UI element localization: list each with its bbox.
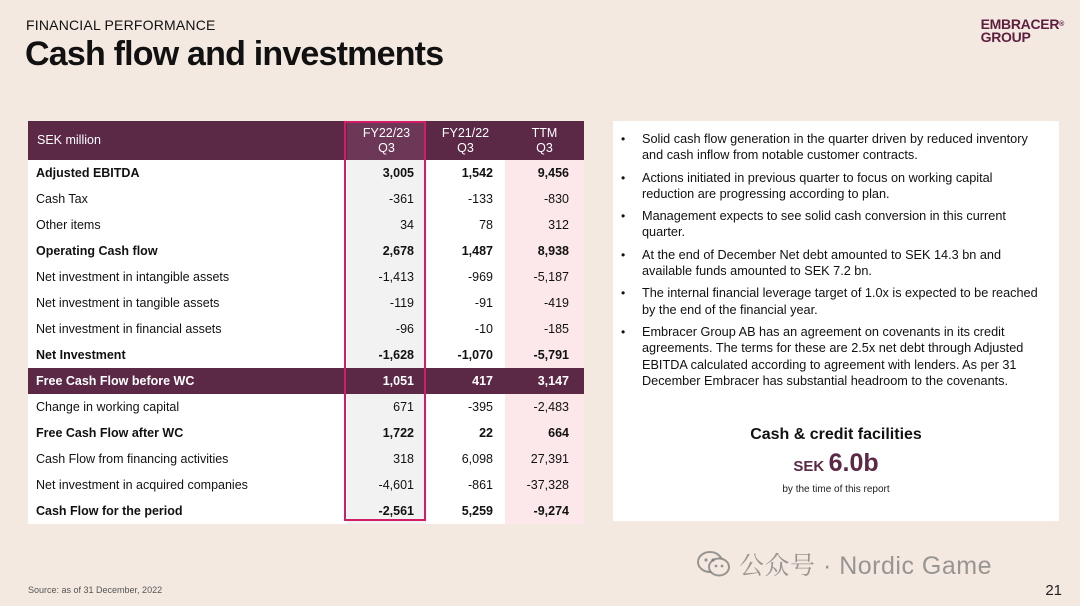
table-row	[28, 368, 584, 394]
commentary-bullet	[621, 170, 1046, 203]
bullet-text: At the end of December Net debt amounted to SEK 14.3 bn and available funds amounted to SEK 7.2 bn.	[642, 247, 1002, 279]
row-value: 1,051	[347, 368, 426, 394]
page-number: 21	[1045, 582, 1062, 599]
row-label: Change in working capital	[28, 394, 347, 420]
row-value: -119	[347, 290, 426, 316]
row-label: Net investment in acquired companies	[28, 472, 347, 498]
row-value: 2,678	[347, 238, 426, 264]
row-value: -361	[347, 186, 426, 212]
commentary-bullet	[621, 247, 1046, 280]
bullet-text: Solid cash flow generation in the quarter driven by reduced inventory and cash inflow from notable customer contracts.	[642, 132, 1028, 163]
bullet-dot-icon: •	[621, 132, 626, 146]
bullet-text: The internal financial leverage target of 1.0x is expected to be reached by the end of the financial year.	[642, 286, 1038, 317]
facilities-note: by the time of this report	[782, 484, 890, 495]
column-header-line1: FY22/23	[362, 125, 411, 140]
row-value: -1,413	[347, 264, 426, 290]
table-row	[28, 212, 584, 238]
row-label: Free Cash Flow after WC	[28, 420, 347, 446]
row-label: Net investment in financial assets	[28, 316, 347, 342]
row-value: -4,601	[347, 472, 426, 498]
embracer-logo	[981, 18, 1064, 44]
row-value: -1,070	[426, 342, 505, 368]
slide-title: Cash flow and investments	[25, 35, 444, 73]
bullet-text: Embracer Group AB has an agreement on covenants in its credit agreements. The terms for these are 2.5x net debt through Adjusted EBITDA calculated according to agreement with lenders. As per 31 December Embracer has substantial headroom to the covenants.	[642, 324, 1024, 388]
row-value: -5,791	[505, 342, 584, 368]
table-row	[28, 394, 584, 420]
facilities-value	[613, 449, 1059, 478]
row-value: -133	[426, 186, 505, 212]
section-kicker: FINANCIAL PERFORMANCE	[26, 17, 216, 33]
logo-line1: EMBRACER	[980, 16, 1060, 32]
row-value: -830	[505, 186, 584, 212]
row-label: Adjusted EBITDA	[28, 160, 347, 186]
row-value: -185	[505, 316, 584, 342]
bullet-dot-icon: •	[621, 209, 626, 224]
row-value: -2,483	[505, 394, 584, 420]
logo-registered: ®	[1059, 21, 1064, 28]
column-header-fy2122	[426, 121, 505, 160]
row-label: Net investment in tangible assets	[28, 290, 347, 316]
row-value: 3,005	[347, 160, 426, 186]
logo-line2: GROUP	[980, 29, 1031, 45]
unit-label-header: SEK million	[28, 121, 347, 160]
wechat-icon	[697, 550, 731, 578]
table-body	[28, 160, 584, 524]
row-label: Operating Cash flow	[28, 238, 347, 264]
row-value: -91	[426, 290, 505, 316]
row-label: Free Cash Flow before WC	[28, 368, 347, 394]
column-header-line2: Q3	[378, 140, 395, 155]
row-value: -419	[505, 290, 584, 316]
row-value: 5,259	[426, 498, 505, 524]
table-row	[28, 420, 584, 446]
row-value: -861	[426, 472, 505, 498]
table-row	[28, 238, 584, 264]
table-row	[28, 290, 584, 316]
commentary-bullet	[621, 324, 1046, 389]
table-row	[28, 186, 584, 212]
row-value: 671	[347, 394, 426, 420]
facilities-currency: SEK	[793, 458, 825, 475]
bullet-dot-icon: •	[621, 324, 626, 339]
row-value: 34	[347, 212, 426, 238]
wechat-watermark	[697, 546, 992, 582]
cash-flow-table	[28, 121, 584, 524]
table-row	[28, 160, 584, 186]
table-header-row	[28, 121, 584, 160]
row-value: -10	[426, 316, 505, 342]
row-value: 27,391	[505, 446, 584, 472]
column-header-line1: FY21/22	[441, 125, 490, 140]
column-header-line1: TTM	[531, 125, 558, 140]
row-label: Net investment in intangible assets	[28, 264, 347, 290]
commentary-bullet	[621, 131, 1046, 164]
facilities-amount: 6.0b	[828, 449, 879, 477]
facilities-heading: Cash & credit facilities	[750, 426, 922, 443]
table-row	[28, 264, 584, 290]
row-value: 9,456	[505, 160, 584, 186]
source-note: Source: as of 31 December, 2022	[28, 585, 163, 595]
row-value: -37,328	[505, 472, 584, 498]
row-value: -5,187	[505, 264, 584, 290]
commentary-panel	[613, 121, 1059, 521]
row-value: 417	[426, 368, 505, 394]
row-value: 8,938	[505, 238, 584, 264]
row-label: Cash Flow for the period	[28, 498, 347, 524]
watermark-text: 公众号 · Nordic Game	[739, 552, 992, 580]
row-label: Net Investment	[28, 342, 347, 368]
row-value: -9,274	[505, 498, 584, 524]
row-value: -1,628	[347, 342, 426, 368]
row-label: Cash Flow from financing activities	[28, 446, 347, 472]
row-value: 312	[505, 212, 584, 238]
column-header-ttm	[505, 121, 584, 160]
row-value: 78	[426, 212, 505, 238]
row-value: 1,487	[426, 238, 505, 264]
bullet-text: Actions initiated in previous quarter to focus on working capital reduction are progressing according to plan.	[642, 170, 993, 201]
column-header-line2: Q3	[536, 140, 553, 155]
row-value: 1,722	[347, 420, 426, 446]
table-row	[28, 342, 584, 368]
bullet-dot-icon: •	[621, 247, 626, 262]
row-value: 664	[505, 420, 584, 446]
row-value: -395	[426, 394, 505, 420]
bullet-dot-icon: •	[621, 170, 626, 185]
row-value: -969	[426, 264, 505, 290]
table-row	[28, 316, 584, 342]
table-row	[28, 446, 584, 472]
row-value: 3,147	[505, 368, 584, 394]
commentary-bullet-list	[621, 131, 1046, 395]
table-row	[28, 472, 584, 498]
table-row	[28, 498, 584, 524]
column-header-line2: Q3	[457, 140, 474, 155]
row-value: -2,561	[347, 498, 426, 524]
row-value: 22	[426, 420, 505, 446]
bullet-dot-icon: •	[621, 286, 626, 301]
commentary-bullet	[621, 208, 1046, 241]
cash-flow-table-container	[28, 121, 584, 524]
row-value: 318	[347, 446, 426, 472]
column-header-fy2223	[347, 121, 426, 160]
row-value: 6,098	[426, 446, 505, 472]
row-label: Cash Tax	[28, 186, 347, 212]
row-value: 1,542	[426, 160, 505, 186]
row-label: Other items	[28, 212, 347, 238]
bullet-text: Management expects to see solid cash conversion in this current quarter.	[642, 209, 1006, 240]
row-value: -96	[347, 316, 426, 342]
commentary-bullet	[621, 285, 1046, 318]
